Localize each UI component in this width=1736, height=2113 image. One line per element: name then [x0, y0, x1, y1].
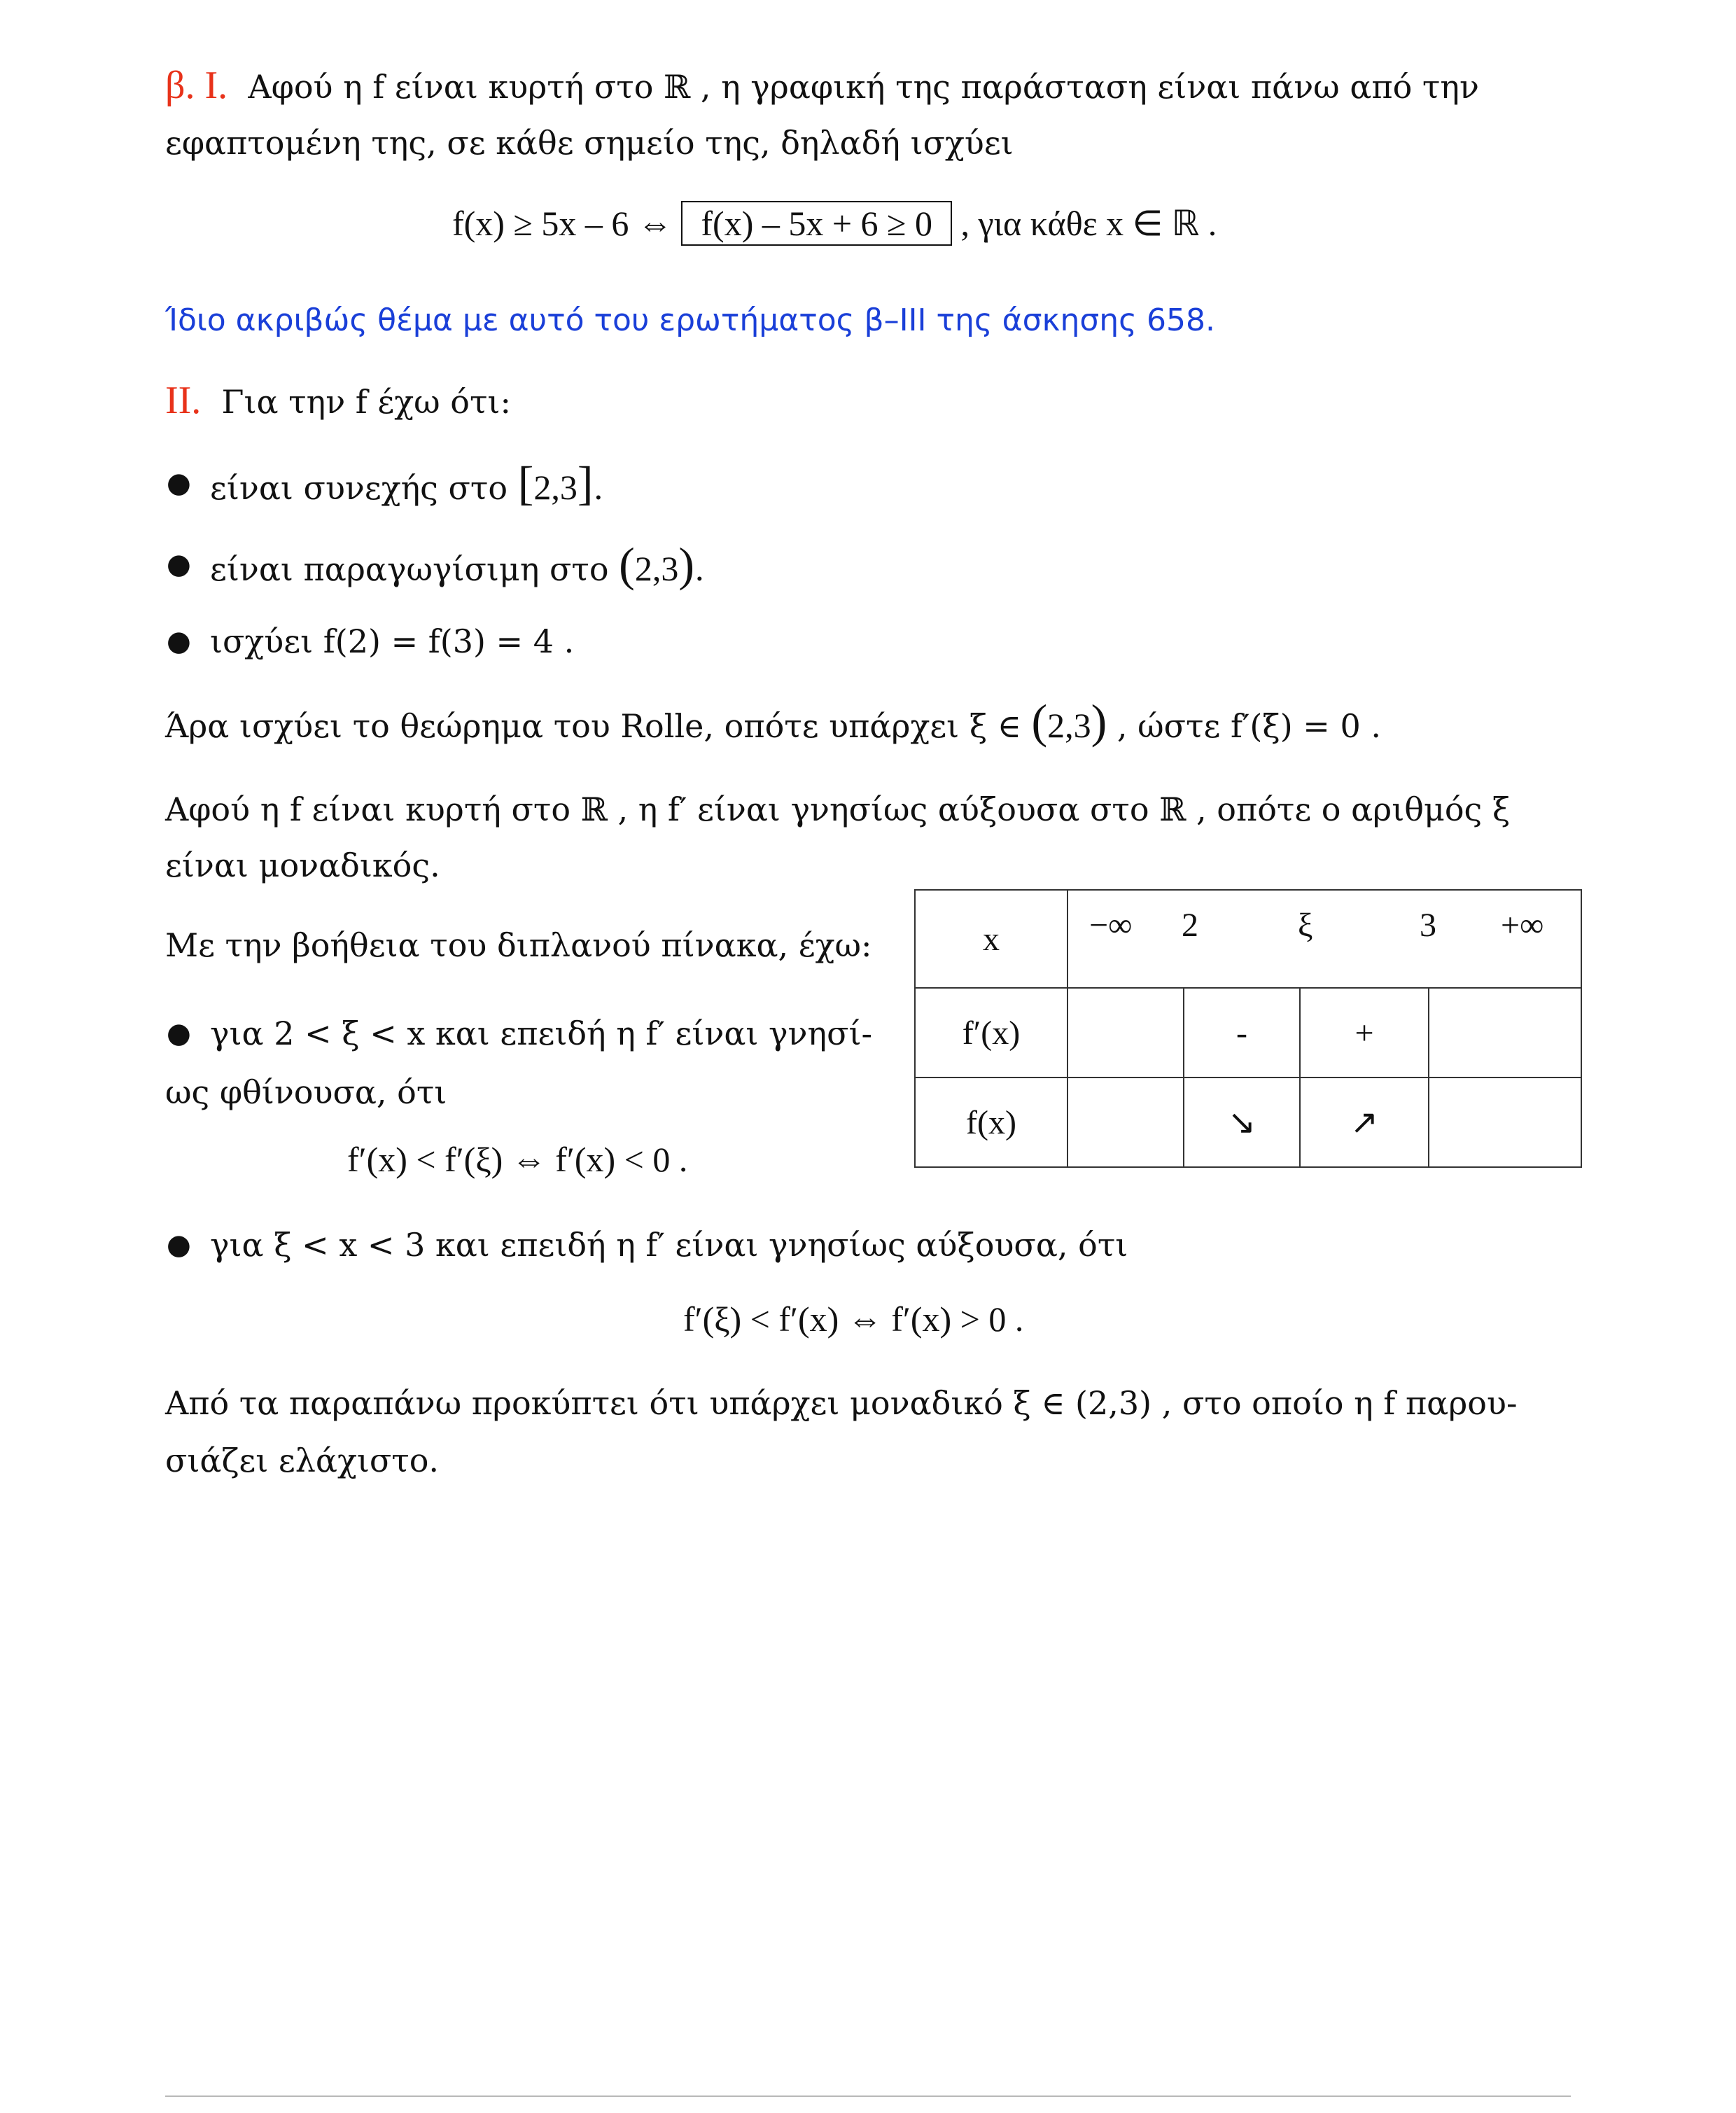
sign-minus: - — [1184, 988, 1300, 1078]
part-b2-intro — [165, 379, 511, 423]
bullet-continuous-text: είναι συνεχής στο — [210, 469, 508, 507]
case2-line1: για ξ < x < 3 και επειδή η f′ είναι γνησίως αύξουσα, ότι — [210, 1226, 1128, 1264]
reference-note: Ίδιο ακριβώς θέμα με αυτό του ερωτήματος β–ΙΙΙ της άσκησης 658. — [165, 302, 1215, 338]
minus-infinity: −∞ — [1089, 907, 1133, 944]
footer-rule — [165, 2095, 1571, 2097]
x-values-cell — [1068, 890, 1581, 988]
rolle-conclusion: , ώστε f′(ξ) = 0 . — [1116, 707, 1381, 745]
table-intro: Με την βοήθεια του διπλανού πίνακα, έχω: — [165, 926, 872, 964]
conclusion-line2: σιάζει ελάχιστο. — [165, 1442, 440, 1479]
bullet-continuous: είναι συνεχής στο [2,3]. — [210, 456, 604, 510]
uniqueness-line2: είναι μοναδικός. — [165, 846, 440, 884]
bullet-icon: ● — [167, 1229, 191, 1261]
bullet-differentiable-text: είναι παραγωγίσιμη στο — [210, 550, 609, 588]
inequality-right: , για κάθε x ∈ ℝ . — [960, 204, 1217, 243]
rolle-text: Άρα ισχύει το θεώρημα του Rolle, οπότε υπάρχει ξ ∈ — [165, 707, 1021, 745]
uniqueness-line1: Αφού η f είναι κυρτή στο ℝ , η f′ είναι γνησίως αύξουσα στο ℝ , οπότε ο αριθμός ξ — [165, 790, 1511, 828]
sign-cell — [1068, 988, 1184, 1078]
left-bracket: [ — [517, 456, 534, 510]
left-paren: ( — [1031, 695, 1048, 748]
sign-cell — [1429, 988, 1581, 1078]
boxed-inequality: f(x) – 5x + 6 ≥ 0 — [681, 201, 952, 246]
rolle-interval: 2,3 — [1047, 706, 1091, 745]
table-row — [915, 988, 1581, 1078]
row-header-f: f(x) — [915, 1078, 1068, 1167]
part-b1-text2: εφαπτομένη της, σε κάθε σημείο της, δηλαδή ισχύει — [165, 124, 1014, 162]
rolle-statement — [165, 695, 1381, 748]
right-bracket: ] — [577, 456, 594, 510]
point-2: 2 — [1182, 907, 1198, 944]
right-paren: ) — [1091, 695, 1107, 748]
arrow-down-icon: ↘ — [1184, 1078, 1300, 1167]
case1-equation: f′(x) < f′(ξ) ⇔ f′(x) < 0 . — [347, 1140, 688, 1179]
part-b1-line2 — [165, 122, 1014, 164]
arrow-up-icon: ↗ — [1300, 1078, 1429, 1167]
conclusion-line1: Από τα παραπάνω προκύπτει ότι υπάρχει μοναδικό ξ ∈ (2,3) , στο οποίο η f παρου- — [165, 1384, 1518, 1422]
case1-line2: ως φθίνουσα, ότι — [165, 1073, 447, 1111]
tangent-inequality — [452, 200, 1217, 246]
bullet-differentiable: είναι παραγωγίσιμη στο (2,3). — [210, 538, 705, 591]
bullet-icon: ● — [167, 548, 191, 580]
closed-interval: 2,3 — [533, 468, 578, 507]
bullet-icon: ● — [167, 1017, 191, 1049]
table-row — [915, 890, 1581, 988]
row-header-fprime: f′(x) — [915, 988, 1068, 1078]
arrow-cell — [1068, 1078, 1184, 1167]
sign-plus: + — [1300, 988, 1429, 1078]
left-paren: ( — [619, 538, 635, 591]
part-b1-line1 — [165, 64, 1479, 108]
open-interval: 2,3 — [634, 549, 679, 588]
part-b1-text1: Αφού η f είναι κυρτή στο ℝ , η γραφική της παράσταση είναι πάνω από την — [248, 68, 1479, 106]
row-header-x: x — [915, 890, 1068, 988]
part-b1-label: β. I. — [165, 64, 228, 107]
case2-equation: f′(ξ) < f′(x) ⇔ f′(x) > 0 . — [683, 1299, 1024, 1339]
plus-infinity: +∞ — [1501, 907, 1544, 944]
arrow-cell — [1429, 1078, 1581, 1167]
table-row — [915, 1078, 1581, 1167]
bullet-values: ισχύει f(2) = f(3) = 4 . — [210, 622, 575, 660]
bullet-icon: ● — [167, 467, 191, 499]
part-b2-intro-text: Για την f έχω ότι: — [221, 383, 511, 421]
case1-line1: για 2 < ξ < x και επειδή η f′ είναι γνησί- — [210, 1014, 873, 1052]
part-b2-label: II. — [165, 379, 202, 422]
inequality-left: f(x) ≥ 5x – 6 ⇔ — [452, 204, 673, 243]
point-xi: ξ — [1298, 907, 1313, 944]
variation-table — [914, 889, 1582, 1168]
bullet-icon: ● — [167, 625, 191, 657]
point-3: 3 — [1420, 907, 1436, 944]
right-paren: ) — [678, 538, 694, 591]
